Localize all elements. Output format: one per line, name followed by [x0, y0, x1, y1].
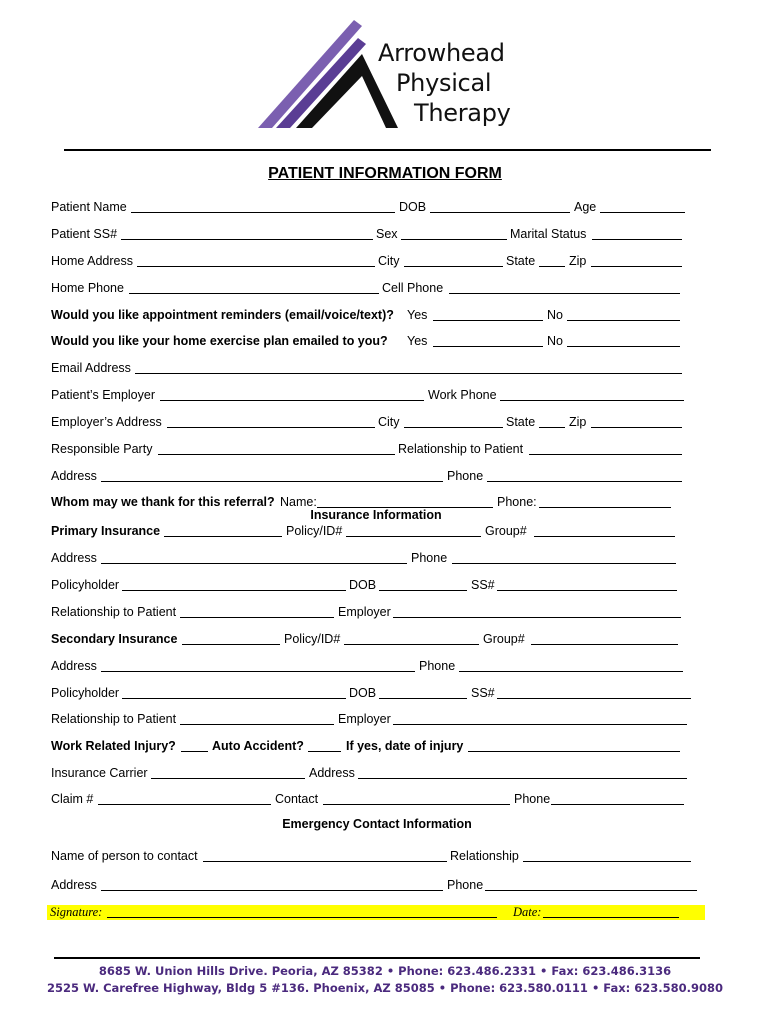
- exercise-no-field[interactable]: [567, 346, 680, 347]
- row-employer: [51, 386, 691, 404]
- label-city: City: [378, 254, 400, 268]
- employers-address-field[interactable]: [167, 427, 375, 428]
- row-secondary-relationship: [51, 710, 691, 728]
- employer-city-field[interactable]: [404, 427, 503, 428]
- label-emergency-address: Address: [51, 878, 97, 892]
- label-employer-city: City: [378, 415, 400, 429]
- label-exercise-yes: Yes: [407, 334, 428, 348]
- injury-date-field[interactable]: [468, 751, 680, 752]
- emergency-relationship-field[interactable]: [523, 861, 691, 862]
- cell-phone-field[interactable]: [449, 293, 680, 294]
- secondary-ss-field[interactable]: [497, 698, 691, 699]
- row-exercise: [51, 332, 691, 350]
- label-secondary-phone: Phone: [419, 659, 456, 673]
- label-referral-question: Whom may we thank for this referral?: [51, 495, 275, 509]
- marital-status-field[interactable]: [592, 239, 682, 240]
- row-home-phone: [51, 279, 691, 297]
- row-reminders: [51, 306, 691, 324]
- row-home-address: [51, 252, 691, 270]
- primary-relationship-field[interactable]: [180, 617, 334, 618]
- auto-accident-field[interactable]: [308, 751, 341, 752]
- footer-phoenix-address: 2525 W. Carefree Highway, Bldg 5 #136. Phoenix, AZ 85085 • Phone: 623.580.0111 • Fax: 623.580.9080: [46, 981, 724, 995]
- primary-policy-id-field[interactable]: [346, 536, 481, 537]
- dob-field[interactable]: [430, 212, 570, 213]
- row-primary-address: [51, 549, 691, 567]
- label-primary-employer: Employer: [338, 605, 391, 619]
- label-marital-status: Marital Status: [510, 227, 587, 241]
- label-exercise-question: Would you like your home exercise plan emailed to you?: [51, 334, 388, 348]
- carrier-address-field[interactable]: [358, 778, 687, 779]
- emergency-address-field[interactable]: [101, 890, 443, 891]
- responsible-party-field[interactable]: [158, 454, 395, 455]
- label-primary-ss: SS#: [471, 578, 495, 592]
- zip-field[interactable]: [591, 266, 682, 267]
- patient-ss-field[interactable]: [121, 239, 373, 240]
- label-primary-dob: DOB: [349, 578, 377, 592]
- label-reminders-no: No: [547, 308, 563, 322]
- label-secondary-group: Group#: [483, 632, 525, 646]
- label-home-phone: Home Phone: [51, 281, 124, 295]
- row-primary-policyholder: [51, 576, 691, 594]
- row-responsible-party: [51, 440, 691, 458]
- employer-state-field[interactable]: [539, 427, 565, 428]
- label-name-of-person: Name of person to contact: [51, 849, 198, 863]
- label-home-address: Home Address: [51, 254, 133, 268]
- label-phone: Phone: [447, 469, 484, 483]
- label-contact: Contact: [275, 792, 319, 806]
- label-secondary-policy-id: Policy/ID#: [284, 632, 341, 646]
- label-secondary-address: Address: [51, 659, 97, 673]
- signature-row: [47, 905, 705, 920]
- secondary-phone-field[interactable]: [459, 671, 683, 672]
- label-carrier-address: Address: [309, 766, 355, 780]
- home-phone-field[interactable]: [129, 293, 379, 294]
- responsible-relationship-field[interactable]: [529, 454, 682, 455]
- label-claim: Claim #: [51, 792, 94, 806]
- label-patient-ss: Patient SS#: [51, 227, 118, 241]
- label-claim-phone: Phone: [514, 792, 551, 806]
- label-emergency-phone: Phone: [447, 878, 484, 892]
- label-secondary-employer: Employer: [338, 712, 391, 726]
- label-primary-phone: Phone: [411, 551, 448, 565]
- label-secondary-ss: SS#: [471, 686, 495, 700]
- label-insurance-carrier: Insurance Carrier: [51, 766, 148, 780]
- primary-address-field[interactable]: [101, 563, 407, 564]
- row-primary-insurance: [51, 522, 691, 540]
- employer-zip-field[interactable]: [591, 427, 682, 428]
- label-referral-phone: Phone:: [497, 495, 537, 509]
- secondary-dob-field[interactable]: [379, 698, 467, 699]
- age-field[interactable]: [600, 212, 685, 213]
- label-reminders-yes: Yes: [407, 308, 428, 322]
- primary-insurance-field[interactable]: [164, 536, 282, 537]
- city-field[interactable]: [404, 266, 503, 267]
- claim-field[interactable]: [98, 804, 271, 805]
- row-injury: [51, 737, 691, 755]
- secondary-address-field[interactable]: [101, 671, 415, 672]
- label-date: Date:: [513, 905, 542, 919]
- label-patient-name: Patient Name: [51, 200, 127, 214]
- label-signature: Signature:: [50, 905, 103, 919]
- patient-name-field[interactable]: [131, 212, 395, 213]
- secondary-employer-field[interactable]: [393, 724, 687, 725]
- primary-policyholder-field[interactable]: [122, 590, 346, 591]
- primary-group-field[interactable]: [534, 536, 675, 537]
- label-address: Address: [51, 469, 97, 483]
- row-emergency-address: [51, 876, 691, 894]
- label-work-injury: Work Related Injury?: [51, 739, 176, 753]
- insurance-information-heading: Insurance Information: [310, 508, 442, 522]
- work-injury-field[interactable]: [181, 751, 208, 752]
- label-primary-policy-id: Policy/ID#: [286, 524, 343, 538]
- label-primary-group: Group#: [485, 524, 527, 538]
- label-exercise-no: No: [547, 334, 563, 348]
- label-responsible-party: Responsible Party: [51, 442, 153, 456]
- primary-dob-field[interactable]: [379, 590, 467, 591]
- row-secondary-address: [51, 657, 691, 675]
- row-responsible-address: [51, 467, 691, 485]
- responsible-phone-field[interactable]: [487, 481, 682, 482]
- reminders-yes-field[interactable]: [433, 320, 543, 321]
- logo-word-3: Therapy: [414, 99, 511, 127]
- label-employer-zip: Zip: [569, 415, 587, 429]
- row-emergency-name: [51, 847, 691, 865]
- sex-field[interactable]: [401, 239, 507, 240]
- header-rule: [64, 149, 711, 151]
- label-patients-employer: Patient’s Employer: [51, 388, 155, 402]
- label-cell-phone: Cell Phone: [382, 281, 444, 295]
- label-dob: DOB: [399, 200, 427, 214]
- row-secondary-policyholder: [51, 684, 691, 702]
- emergency-contact-heading: Emergency Contact Information: [282, 817, 472, 831]
- insurance-carrier-field[interactable]: [151, 778, 305, 779]
- secondary-policyholder-field[interactable]: [122, 698, 346, 699]
- row-insurance-carrier: [51, 764, 691, 782]
- signature-date-field[interactable]: [543, 917, 679, 918]
- primary-phone-field[interactable]: [452, 563, 676, 564]
- work-phone-field[interactable]: [500, 400, 684, 401]
- label-work-phone: Work Phone: [428, 388, 497, 402]
- label-primary-address: Address: [51, 551, 97, 565]
- primary-employer-field[interactable]: [393, 617, 681, 618]
- label-primary-relationship: Relationship to Patient: [51, 605, 177, 619]
- label-secondary-policyholder: Policyholder: [51, 686, 120, 700]
- reminders-no-field[interactable]: [567, 320, 680, 321]
- label-if-yes-date: If yes, date of injury: [346, 739, 464, 753]
- label-sex: Sex: [376, 227, 398, 241]
- secondary-insurance-field[interactable]: [182, 644, 280, 645]
- emergency-name-field[interactable]: [203, 861, 447, 862]
- label-relationship-to-patient: Relationship to Patient: [398, 442, 524, 456]
- row-claim: [51, 790, 691, 808]
- label-reminders-question: Would you like appointment reminders (email/voice/text)?: [51, 308, 394, 322]
- claim-phone-field[interactable]: [551, 804, 684, 805]
- label-state: State: [506, 254, 536, 268]
- signature-field[interactable]: [107, 917, 497, 918]
- label-referral-name: Name:: [280, 495, 317, 509]
- secondary-relationship-field[interactable]: [180, 724, 334, 725]
- row-secondary-insurance: [51, 630, 691, 648]
- label-secondary-relationship: Relationship to Patient: [51, 712, 177, 726]
- row-employer-address: [51, 413, 691, 431]
- patients-employer-field[interactable]: [160, 400, 424, 401]
- emergency-phone-field[interactable]: [485, 890, 697, 891]
- contact-field[interactable]: [323, 804, 510, 805]
- label-age: Age: [574, 200, 597, 214]
- label-zip: Zip: [569, 254, 587, 268]
- state-field[interactable]: [539, 266, 565, 267]
- label-secondary-dob: DOB: [349, 686, 377, 700]
- responsible-address-field[interactable]: [101, 481, 443, 482]
- primary-ss-field[interactable]: [497, 590, 677, 591]
- row-patient-ss: [51, 225, 691, 243]
- form-title: PATIENT INFORMATION FORM: [268, 165, 502, 182]
- row-primary-relationship: [51, 603, 691, 621]
- logo-word-2: Physical: [396, 69, 492, 97]
- label-email-address: Email Address: [51, 361, 131, 375]
- label-employers-address: Employer’s Address: [51, 415, 162, 429]
- secondary-policy-id-field[interactable]: [344, 644, 479, 645]
- row-patient-name: [51, 198, 691, 216]
- label-primary-policyholder: Policyholder: [51, 578, 120, 592]
- row-email: [51, 359, 691, 377]
- label-employer-state: State: [506, 415, 536, 429]
- logo-word-1: Arrowhead: [378, 39, 505, 67]
- logo-wordmark: [378, 38, 511, 128]
- footer-peoria-address: 8685 W. Union Hills Drive. Peoria, AZ 85382 • Phone: 623.486.2331 • Fax: 623.486.3136: [98, 964, 672, 978]
- home-address-field[interactable]: [137, 266, 375, 267]
- footer-rule: [54, 957, 700, 959]
- exercise-yes-field[interactable]: [433, 346, 543, 347]
- email-address-field[interactable]: [135, 373, 682, 374]
- label-primary-insurance: Primary Insurance: [51, 524, 161, 538]
- label-emergency-relationship: Relationship: [450, 849, 519, 863]
- label-secondary-insurance: Secondary Insurance: [51, 632, 178, 646]
- secondary-group-field[interactable]: [531, 644, 678, 645]
- label-auto-accident: Auto Accident?: [212, 739, 304, 753]
